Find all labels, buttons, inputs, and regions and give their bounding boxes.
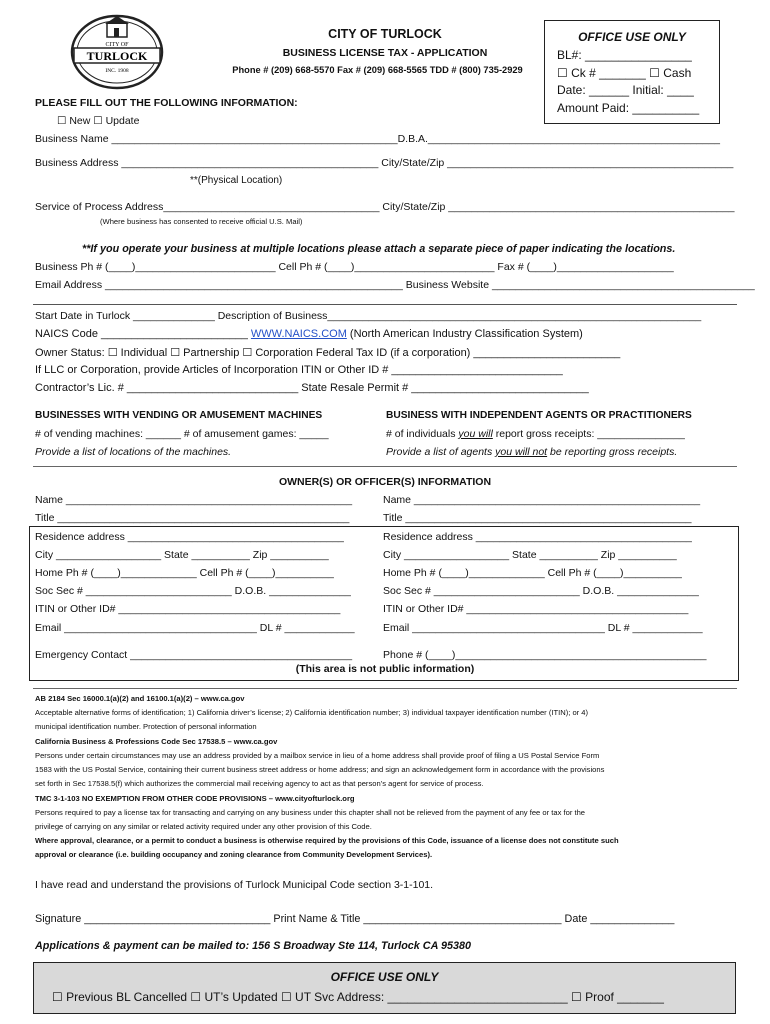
- owners-title: OWNER(S) OR OFFICER(S) INFORMATION: [278, 476, 492, 488]
- legal-text: Where approval, clearance, or a permit to conduct a business is otherwise required by the provisions of this Code, issuance of a license does not constitute such: [35, 836, 619, 845]
- owner1-email-dl[interactable]: Email _________________________________ DL # ____________: [35, 622, 355, 634]
- business-address-line[interactable]: Business Address ____________________________________________ City/State/Zip _________________________________________________: [35, 157, 734, 169]
- vending-title: BUSINESSES WITH VENDING OR AMUSEMENT MACHINES: [35, 410, 323, 421]
- consent-note: (Where business has consented to receive official U.S. Mail): [100, 217, 303, 226]
- legal-text: Persons required to pay a license tax for transacting and carrying on any business under this chapter shall not be relieved from the payment of any fee or tax for the: [35, 808, 586, 817]
- agents-title: BUSINESS WITH INDEPENDENT AGENTS OR PRACTITIONERS: [386, 410, 692, 421]
- agents-count-line[interactable]: # of individuals you will report gross receipts: _______________: [386, 428, 685, 440]
- naics-link[interactable]: WWW.NAICS.COM: [250, 328, 347, 340]
- service-address-line[interactable]: Service of Process Address_____________________________________ City/State/Zip _________________________________________________: [35, 201, 735, 213]
- owner2-phones[interactable]: Home Ph # (____)_____________ Cell Ph # (____)__________: [383, 567, 682, 579]
- owner1-itin[interactable]: ITIN or Other ID# ______________________________________: [35, 603, 341, 615]
- start-date-description-line[interactable]: Start Date in Turlock ______________ Description of Business________________________________________________________________: [35, 310, 702, 322]
- office-use-title: OFFICE USE ONLY: [578, 30, 686, 44]
- email-website-line[interactable]: Email Address ___________________________________________________ Business Website _____________________________________________: [35, 279, 755, 291]
- naics-line[interactable]: NAICS Code ________________________ WWW.NAICS.COM (North American Industry Classification System): [35, 328, 583, 340]
- legal-text: Persons under certain circumstances may use an address provided by a mailbox service in lieu of a home address shall provide proof of filing a US Postal Service Form: [35, 751, 600, 760]
- legal-text: 1583 with the US Postal Service, containing their current business street address or home address; and sign an acknowledgement form in accordance with the provisions: [35, 765, 605, 774]
- svg-text:CITY OF: CITY OF: [105, 42, 129, 48]
- phones-line[interactable]: Business Ph # (____)________________________ Cell Ph # (____)________________________ Fax # (____)____________________: [35, 261, 674, 273]
- new-update-checkboxes[interactable]: ☐ New ☐ Update: [57, 115, 140, 127]
- owner1-residence[interactable]: Residence address _____________________________________: [35, 531, 344, 543]
- owner2-title[interactable]: Title _________________________________________________: [383, 512, 692, 524]
- owner2-ssn-dob[interactable]: Soc Sec # _________________________ D.O.B. ______________: [383, 585, 699, 597]
- read-statement: I have read and understand the provisions of Turlock Municipal Code section 3-1-101.: [35, 879, 434, 891]
- legal-text: set forth in Sec 17538.5(f) which authorizes the commercial mail receiving agency to act as that person’s agent for service of process.: [35, 779, 484, 788]
- fill-heading: PLEASE FILL OUT THE FOLLOWING INFORMATION:: [35, 97, 298, 109]
- divider: [33, 304, 737, 305]
- legal-text: Acceptable alternative forms of identification; 1) California driver’s license; 2) California identification number; 3) individual taxpayer identification number (ITIN); or 4): [35, 708, 589, 717]
- multi-location-note: **If you operate your business at multiple locations please attach a separate piece of paper indicating the locations.: [82, 243, 676, 255]
- owner2-residence[interactable]: Residence address _____________________________________: [383, 531, 692, 543]
- owner2-city-state-zip[interactable]: City __________________ State __________ Zip __________: [383, 549, 677, 561]
- physical-location-note: **(Physical Location): [190, 175, 283, 186]
- agents-note: Provide a list of agents you will not be reporting gross receipts.: [386, 446, 678, 458]
- date-initial-field[interactable]: Date: ______ Initial: ____: [557, 83, 694, 97]
- city-seal-logo: [70, 14, 164, 90]
- emergency-contact[interactable]: Emergency Contact ______________________________________: [35, 649, 353, 661]
- mail-address-line: Applications & payment can be mailed to: 156 S Broadway Ste 114, Turlock CA 95380: [35, 940, 472, 952]
- svg-text:INC. 1908: INC. 1908: [105, 68, 129, 74]
- llc-line[interactable]: If LLC or Corporation, provide Articles of Incorporation ITIN or Other ID # ____________________________: [35, 364, 563, 376]
- legal-text: privilege of carrying on any similar or related activity required under any other provision of this Code.: [35, 822, 372, 831]
- owner-status-line[interactable]: Owner Status: ☐ Individual ☐ Partnership ☐ Corporation Federal Tax ID (if a corporation) ________________________: [35, 347, 621, 359]
- divider: [33, 688, 737, 689]
- office-use-bottom-line[interactable]: ☐ Previous BL Cancelled ☐ UT’s Updated ☐ UT Svc Address: ___________________________ ☐ Proof _______: [52, 990, 664, 1004]
- emergency-phone[interactable]: Phone # (____)___________________________________________: [383, 649, 707, 661]
- office-use-bottom-box: [33, 962, 736, 1014]
- contact-phones: Phone # (209) 668-5570 Fax # (209) 668-5565 TDD # (800) 735-2929: [232, 65, 523, 75]
- owner1-title[interactable]: Title __________________________________________________: [35, 512, 350, 524]
- check-cash-field[interactable]: ☐ Ck # _______ ☐ Cash: [557, 66, 692, 80]
- svg-text:TURLOCK: TURLOCK: [86, 49, 148, 63]
- owner1-ssn-dob[interactable]: Soc Sec # _________________________ D.O.B. ______________: [35, 585, 351, 597]
- not-public-note: (This area is not public information): [295, 663, 475, 675]
- vending-count-line[interactable]: # of vending machines: ______ # of amusement games: _____: [35, 428, 329, 440]
- tmc-title: TMC 3-1-103 NO EXEMPTION FROM OTHER CODE PROVISIONS – www.cityofturlock.org: [35, 794, 355, 803]
- owner2-name[interactable]: Name _________________________________________________: [383, 494, 701, 506]
- owner1-phones[interactable]: Home Ph # (____)_____________ Cell Ph # (____)__________: [35, 567, 334, 579]
- owner2-itin[interactable]: ITIN or Other ID# ______________________________________: [383, 603, 689, 615]
- city-title: CITY OF TURLOCK: [328, 27, 442, 41]
- vending-note: Provide a list of locations of the machines.: [35, 446, 232, 458]
- contractor-line[interactable]: Contractor’s Lic. # ____________________________ State Resale Permit # _____________________________: [35, 382, 589, 394]
- bl-number-field[interactable]: BL#: ________________: [557, 48, 692, 62]
- office-use-bottom-title: OFFICE USE ONLY: [330, 970, 439, 984]
- office-use-box: [544, 20, 720, 124]
- owner2-email-dl[interactable]: Email _________________________________ DL # ____________: [383, 622, 703, 634]
- business-name-dba-line[interactable]: Business Name _________________________________________________D.B.A.__________________________________________________: [35, 133, 720, 145]
- form-subtitle: BUSINESS LICENSE TAX - APPLICATION: [282, 47, 488, 59]
- owner1-name[interactable]: Name _________________________________________________: [35, 494, 353, 506]
- amount-paid-field[interactable]: Amount Paid: __________: [557, 101, 700, 115]
- legal-text: municipal identification number. Protection of personal information: [35, 722, 257, 731]
- bp-code-title: California Business & Professions Code Sec 17538.5 – www.ca.gov: [35, 737, 278, 746]
- divider: [33, 466, 737, 467]
- signature-line[interactable]: Signature _______________________________ Print Name & Title _________________________________ Date ______________: [35, 913, 675, 925]
- ab2184-title: AB 2184 Sec 16000.1(a)(2) and 16100.1(a)(2) – www.ca.gov: [35, 694, 245, 703]
- legal-text: approval or clearance (i.e. building occupancy and zoning clearance from Community Development Services).: [35, 850, 433, 859]
- owner1-city-state-zip[interactable]: City __________________ State __________ Zip __________: [35, 549, 329, 561]
